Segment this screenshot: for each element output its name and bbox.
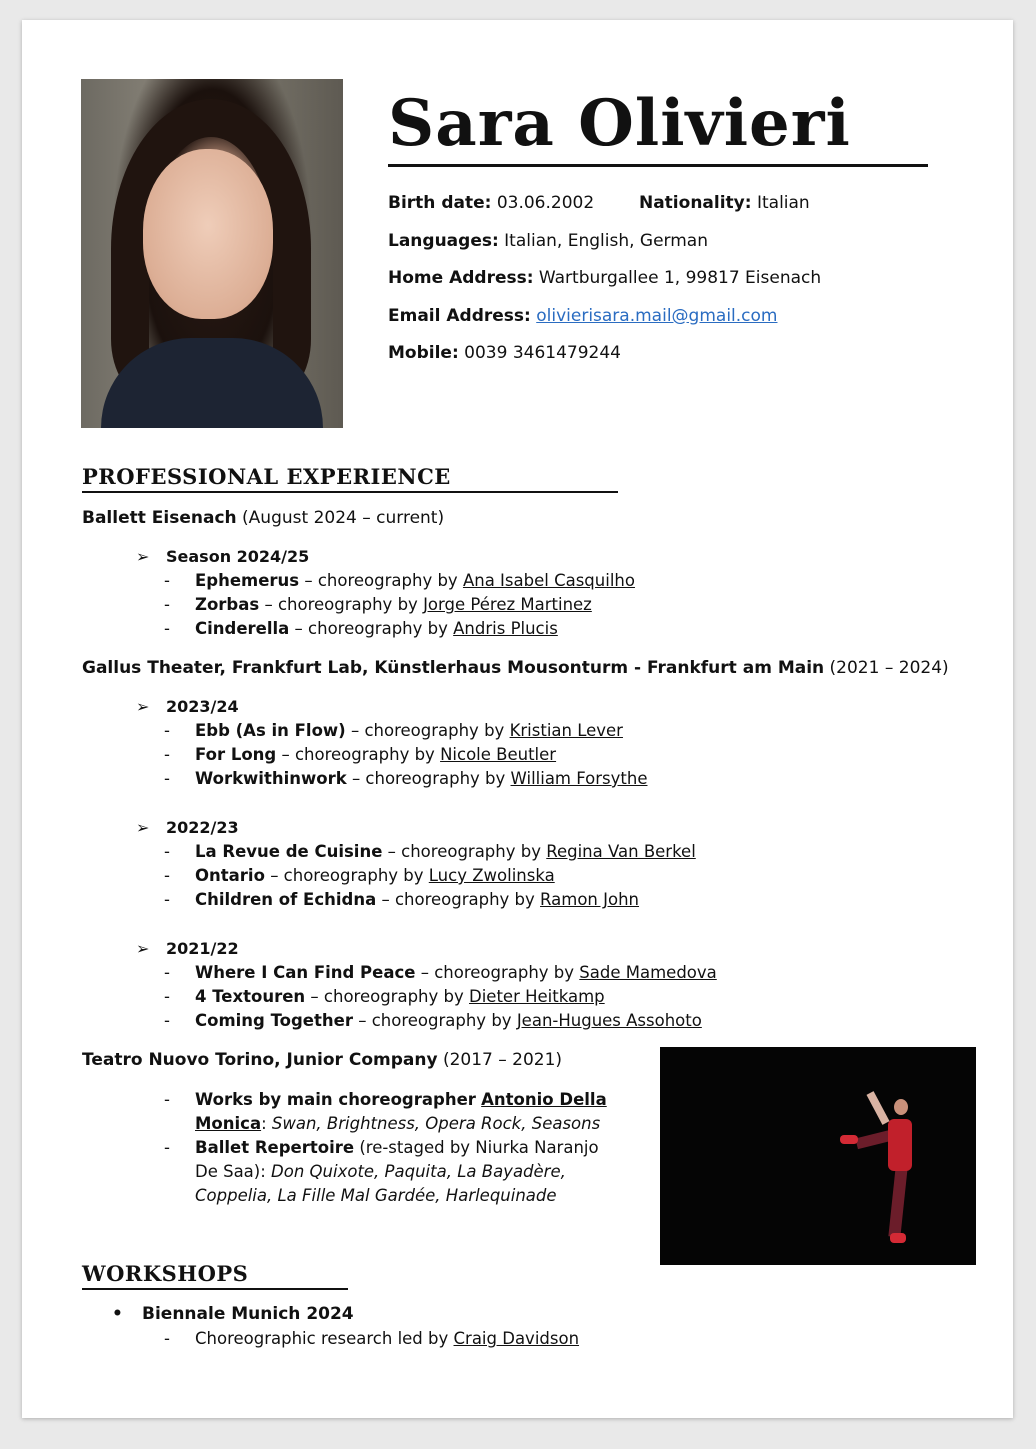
choreographer-name: Antonio Della Monica: [195, 1090, 607, 1133]
company-name: Gallus Theater, Frankfurt Lab, Künstlerhaus Mousonturm - Frankfurt am Main: [82, 658, 825, 678]
work-lead: Works by main choreographer: [195, 1090, 476, 1109]
choreographer-name: Regina Van Berkel: [546, 842, 696, 861]
dancer-leg: [888, 1167, 907, 1238]
company-frankfurt: [82, 658, 949, 678]
arrow-bullet-icon: ➢: [136, 697, 150, 716]
nationality-value: Italian: [756, 193, 810, 213]
work-title: 4 Textouren: [195, 987, 306, 1006]
work-separator: – choreography by: [270, 866, 424, 885]
birth-value: 03.06.2002: [496, 193, 595, 213]
dancer-shoe: [890, 1233, 906, 1243]
list-item: - Cinderella – choreography by Andris Plucis: [164, 619, 558, 638]
email-label: Email Address:: [388, 305, 531, 326]
arrow-bullet-icon: ➢: [136, 939, 150, 958]
choreographer-name: Sade Mamedova: [579, 963, 717, 982]
work-separator: – choreography by: [381, 890, 535, 909]
choreographer-name: Ana Isabel Casquilho: [462, 571, 635, 590]
work-separator: – choreography by: [264, 595, 418, 614]
languages-label: Languages:: [388, 230, 499, 251]
list-item: - Ontario – choreography by Lucy Zwolinska: [164, 866, 555, 885]
list-item: - 4 Textouren – choreography by Dieter Heitkamp: [164, 987, 605, 1006]
experience-heading: PROFESSIONAL EXPERIENCE: [82, 464, 618, 493]
work-title: Ontario: [195, 866, 265, 885]
address-value: Wartburgallee 1, 99817 Eisenach: [538, 268, 822, 288]
mobile-label: Mobile:: [388, 343, 459, 363]
choreographer-name: William Forsythe: [510, 769, 648, 788]
work-separator: – choreography by: [304, 571, 458, 590]
dancer-head: [894, 1099, 908, 1115]
season-label: 2021/22: [166, 939, 239, 958]
work-separator: – choreography by: [358, 1011, 512, 1030]
season-heading: [136, 939, 239, 958]
list-item: - Workwithinwork – choreography by William Forsythe: [164, 769, 648, 788]
work-title: Children of Echidna: [195, 890, 377, 909]
work-title: Cinderella: [195, 619, 290, 638]
dancer-foot: [840, 1135, 858, 1144]
list-item: - Ephemerus – choreography by Ana Isabel Casquilho: [164, 571, 635, 590]
company-name: Ballett Eisenach: [82, 508, 237, 528]
choreographer-name: Kristian Lever: [509, 721, 623, 740]
season-heading: [136, 547, 309, 566]
email-link[interactable]: olivierisara.mail@gmail.com: [536, 305, 778, 326]
workshop-detail: Choreographic research led by: [195, 1329, 449, 1348]
company-dates: (August 2024 – current): [242, 508, 445, 528]
work-separator: – choreography by: [350, 721, 505, 740]
languages-row: [388, 226, 821, 264]
workshop-leader: Craig Davidson: [453, 1329, 580, 1348]
season-heading: [136, 697, 239, 716]
address-label: Home Address:: [388, 268, 534, 288]
address-row: [388, 263, 821, 301]
bullet-dot-icon: •: [112, 1304, 123, 1324]
work-lead: Ballet Repertoire: [195, 1138, 355, 1157]
company-ballett-eisenach: [82, 508, 444, 528]
work-separator: – choreography by: [351, 769, 506, 788]
list-item: - La Revue de Cuisine – choreography by Regina Van Berkel: [164, 842, 696, 861]
person-name: Sara Olivieri: [388, 84, 928, 167]
work-list: Don Quixote, Paquita, La Bayadère, Coppelia, La Fille Mal Gardée, Harlequinade: [195, 1162, 566, 1205]
choreographer-name: Jean-Hugues Assohoto: [516, 1011, 702, 1030]
choreographer-name: Lucy Zwolinska: [428, 866, 555, 885]
photo-face: [143, 149, 273, 319]
dancer-torso: [888, 1119, 912, 1171]
work-title: Ephemerus: [195, 571, 300, 590]
birth-nationality-row: [388, 188, 821, 226]
work-title: Zorbas: [195, 595, 260, 614]
workshop-event: Biennale Munich 2024: [142, 1304, 354, 1324]
workshops-heading: WORKSHOPS: [82, 1261, 348, 1290]
season-label: 2023/24: [166, 697, 239, 716]
work-list: Swan, Brightness, Opera Rock, Seasons: [271, 1114, 601, 1133]
mobile-row: [388, 338, 821, 376]
birth-label: Birth date:: [388, 193, 492, 213]
work-title: La Revue de Cuisine: [195, 842, 383, 861]
list-item: - Ballet Repertoire (re-staged by Niurka Naranjo De Saa): Don Quixote, Paquita, La Bayadère, Coppelia, La Fille Mal Gardée, Harlequinade: [164, 1138, 599, 1205]
list-item: - For Long – choreography by Nicole Beutler: [164, 745, 557, 764]
list-item: - Children of Echidna – choreography by Ramon John: [164, 890, 640, 909]
season-label: Season 2024/25: [166, 547, 310, 566]
arrow-bullet-icon: ➢: [136, 547, 150, 566]
work-title: Where I Can Find Peace: [195, 963, 416, 982]
mobile-value: 0039 3461479244: [464, 343, 621, 363]
dancer-photo: [660, 1047, 976, 1265]
email-row: [388, 301, 821, 339]
list-item: - Where I Can Find Peace – choreography by Sade Mamedova: [164, 963, 717, 982]
list-item: - Zorbas – choreography by Jorge Pérez Martinez: [164, 595, 592, 614]
work-title: Coming Together: [195, 1011, 353, 1030]
company-teatro-nuovo-torino: [82, 1050, 562, 1070]
choreographer-name: Nicole Beutler: [440, 745, 557, 764]
work-separator: – choreography by: [387, 842, 541, 861]
choreographer-name: Andris Plucis: [453, 619, 558, 638]
languages-value: Italian, English, German: [504, 230, 708, 251]
work-separator: – choreography by: [294, 619, 448, 638]
company-dates: (2017 – 2021): [442, 1050, 563, 1070]
list-item: - Ebb (As in Flow) – choreography by Kristian Lever: [164, 721, 623, 740]
work-title: Ebb (As in Flow): [195, 721, 346, 740]
work-title: For Long: [195, 745, 277, 764]
company-dates: (2021 – 2024): [829, 658, 949, 678]
arrow-bullet-icon: ➢: [136, 818, 150, 837]
company-name: Teatro Nuovo Torino, Junior Company: [82, 1050, 438, 1070]
work-title: Workwithinwork: [195, 769, 347, 788]
choreographer-name: Dieter Heitkamp: [469, 987, 605, 1006]
dancer-arm: [866, 1091, 889, 1125]
work-separator: – choreography by: [420, 963, 575, 982]
personal-info: [388, 188, 821, 376]
choreographer-name: Ramon John: [540, 890, 640, 909]
list-item: - Coming Together – choreography by Jean-Hugues Assohoto: [164, 1011, 702, 1030]
work-separator: – choreography by: [310, 987, 464, 1006]
work-separator: – choreography by: [281, 745, 435, 764]
list-item: - Choreographic research led by Craig Davidson: [164, 1329, 580, 1348]
season-heading: [136, 818, 239, 837]
restaging-note: (re-staged by Niurka Naranjo De Saa):: [195, 1138, 599, 1181]
resume-page: [22, 20, 1013, 1418]
portrait-photo: [81, 79, 343, 428]
season-label: 2022/23: [166, 818, 239, 837]
nationality-label: Nationality:: [638, 193, 752, 213]
workshop-item: [112, 1304, 354, 1324]
choreographer-name: Jorge Pérez Martinez: [423, 595, 592, 614]
list-item: - Works by main choreographer Antonio Della Monica: Swan, Brightness, Opera Rock, Seasons: [164, 1090, 607, 1133]
